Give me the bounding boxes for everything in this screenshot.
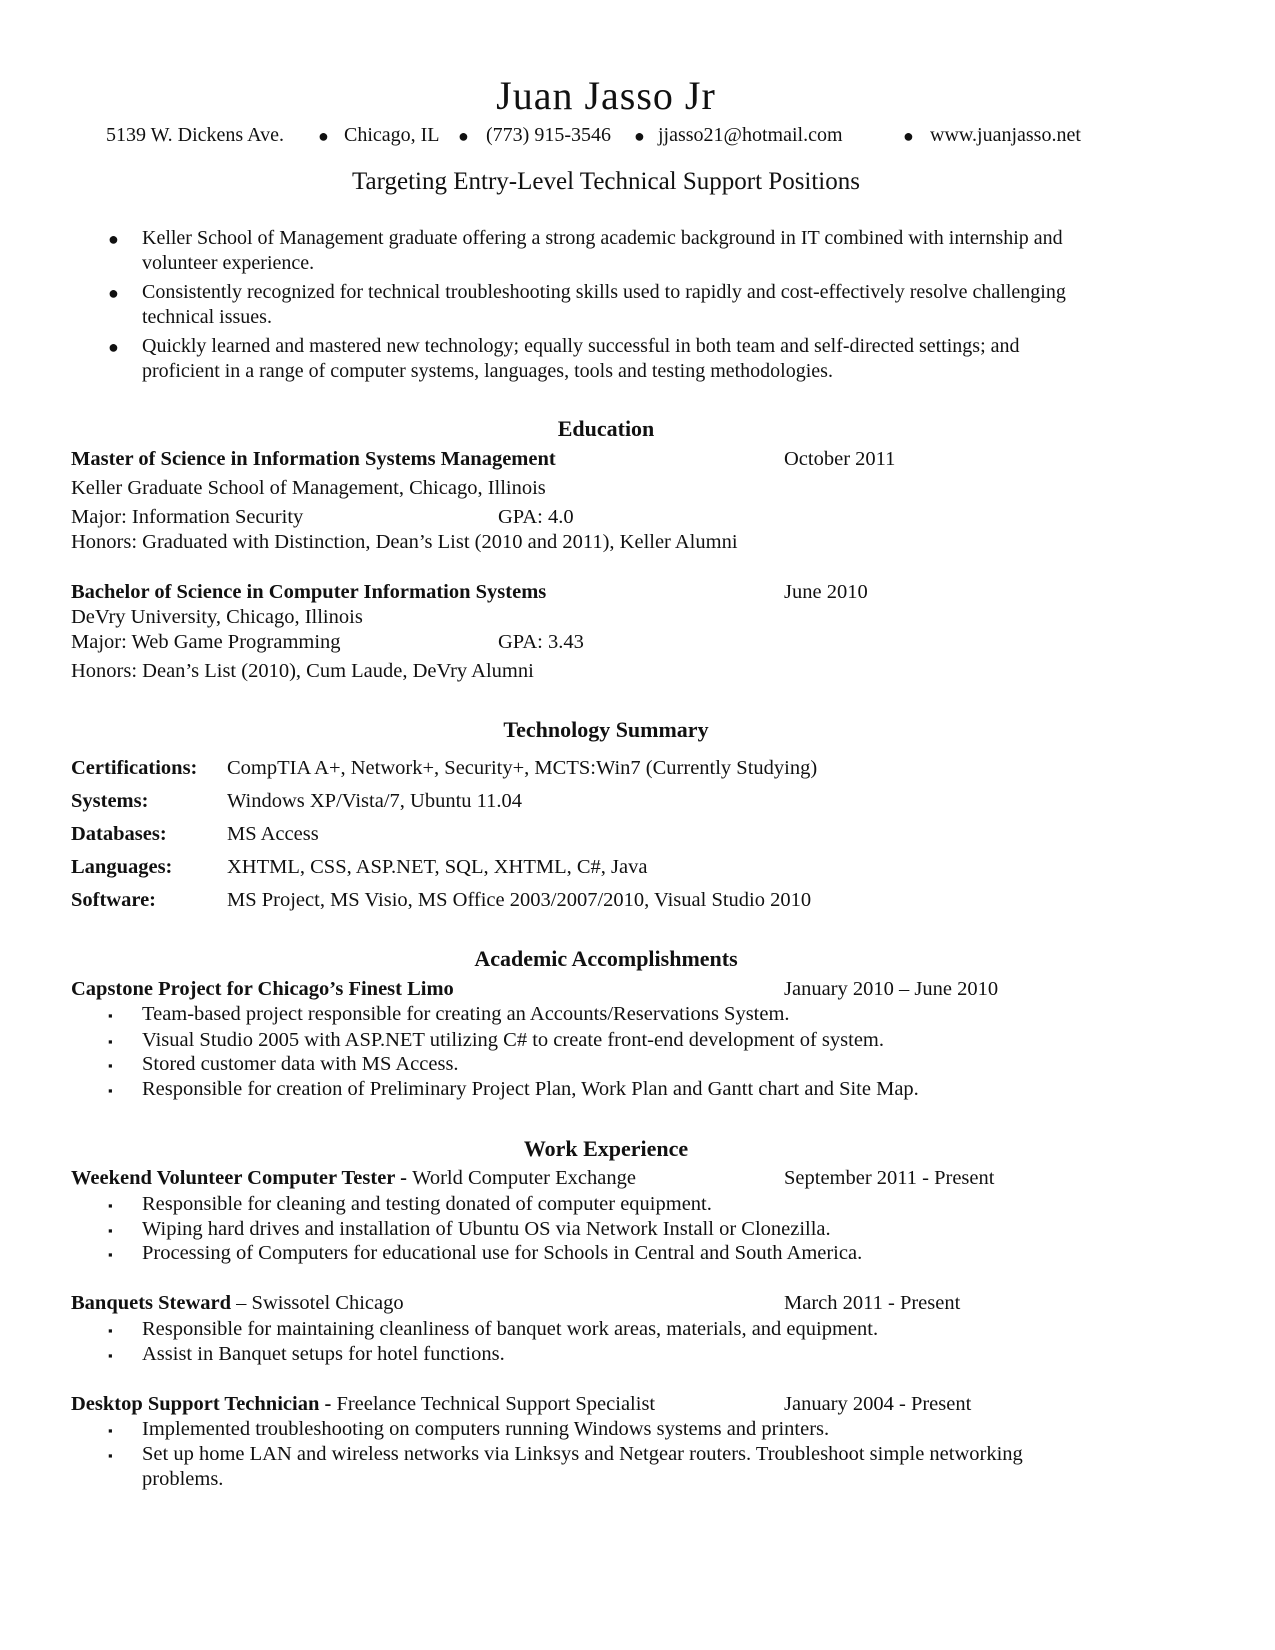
degree-honors: Honors: Dean’s List (2010), Cum Laude, DeVry Alumni [71, 660, 534, 682]
bullet-icon: ▪ [108, 1034, 113, 1049]
section-heading-academic: Academic Accomplishments [474, 946, 738, 971]
job-employer: Freelance Technical Support Specialist [336, 1393, 656, 1415]
degree-gpa: GPA: 3.43 [498, 631, 584, 653]
contact-email[interactable]: jjasso21@hotmail.com [658, 124, 843, 146]
summary-item-line: proficient in a range of computer systems, languages, tools and testing methodologies. [142, 360, 833, 382]
separator-dot: ● [318, 126, 329, 146]
job-date: September 2011 - Present [784, 1167, 995, 1189]
degree-major: Major: Information Security [71, 506, 304, 528]
degree-title: Bachelor of Science in Computer Information Systems [71, 581, 547, 603]
summary-item-line: technical issues. [142, 306, 272, 328]
job-separator: – [231, 1292, 252, 1314]
bullet-icon: ▪ [108, 1058, 113, 1073]
bullet-icon: ▪ [108, 1348, 113, 1363]
job-employer: World Computer Exchange [412, 1167, 636, 1189]
job-item: Responsible for cleaning and testing donated of computer equipment. [142, 1193, 712, 1215]
job-item: Wiping hard drives and installation of Ubuntu OS via Network Install or Clonezilla. [142, 1218, 831, 1240]
summary-item-line: Consistently recognized for technical troubleshooting skills used to rapidly and cost-effectively resolve challenging [142, 281, 1066, 303]
job-date: March 2011 - Present [784, 1292, 961, 1314]
bullet-icon: ▪ [108, 1198, 113, 1213]
candidate-name: Juan Jasso Jr [496, 73, 716, 118]
bullet-icon: ▪ [108, 1423, 113, 1438]
tech-label: Certifications: [71, 757, 198, 779]
contact-phone: (773) 915-3546 [486, 124, 611, 146]
bullet-icon: ▪ [108, 1247, 113, 1262]
job-item: Processing of Computers for educational use for Schools in Central and South America. [142, 1242, 863, 1264]
tech-value: XHTML, CSS, ASP.NET, SQL, XHTML, C#, Java [227, 856, 648, 878]
contact-address: 5139 W. Dickens Ave. [106, 124, 284, 146]
separator-dot: ● [634, 126, 645, 146]
bullet-icon: ● [108, 337, 119, 357]
job-item: Set up home LAN and wireless networks via Linksys and Netgear routers. Troubleshoot simple networking [142, 1443, 1023, 1465]
project-item: Visual Studio 2005 with ASP.NET utilizing C# to create front-end development of system. [142, 1029, 885, 1051]
job-item: Responsible for maintaining cleanliness of banquet work areas, materials, and equipment. [142, 1318, 879, 1340]
job-header [71, 1167, 636, 1190]
tech-label: Databases: [71, 823, 167, 845]
separator-dot: ● [458, 126, 469, 146]
tech-value: MS Access [227, 823, 319, 845]
job-header [71, 1393, 655, 1416]
job-item: Implemented troubleshooting on computers running Windows systems and printers. [142, 1418, 830, 1440]
degree-school: DeVry University, Chicago, Illinois [71, 606, 363, 628]
degree-date: June 2010 [784, 581, 868, 603]
tech-label: Systems: [71, 790, 149, 812]
summary-item-line: Keller School of Management graduate offering a strong academic background in IT combined with internship and [142, 227, 1063, 249]
tech-value: Windows XP/Vista/7, Ubuntu 11.04 [227, 790, 523, 812]
job-date: January 2004 - Present [784, 1393, 972, 1415]
tech-value: MS Project, MS Visio, MS Office 2003/2007/2010, Visual Studio 2010 [227, 889, 812, 911]
degree-gpa: GPA: 4.0 [498, 506, 574, 528]
summary-item-line: Quickly learned and mastered new technology; equally successful in both team and self-directed settings; and [142, 335, 1020, 357]
project-item: Team-based project responsible for creating an Accounts/Reservations System. [142, 1003, 790, 1025]
degree-date: October 2011 [784, 448, 896, 470]
job-separator: - [395, 1167, 413, 1189]
job-separator: - [319, 1393, 337, 1415]
tech-label: Software: [71, 889, 157, 911]
bullet-icon: ▪ [108, 1323, 113, 1338]
job-item-continuation: problems. [142, 1468, 224, 1490]
project-item: Stored customer data with MS Access. [142, 1053, 459, 1075]
objective-title: Targeting Entry-Level Technical Support Positions [352, 168, 860, 195]
job-item: Assist in Banquet setups for hotel functions. [142, 1343, 505, 1365]
section-heading-work: Work Experience [523, 1136, 689, 1161]
bullet-icon: ▪ [108, 1083, 113, 1098]
tech-value: CompTIA A+, Network+, Security+, MCTS:Win7 (Currently Studying) [227, 757, 818, 779]
bullet-icon: ▪ [108, 1448, 113, 1463]
section-heading-technology: Technology Summary [503, 717, 709, 742]
bullet-icon: ▪ [108, 1223, 113, 1238]
degree-school: Keller Graduate School of Management, Chicago, Illinois [71, 477, 546, 499]
bullet-icon: ▪ [108, 1008, 113, 1023]
contact-city: Chicago, IL [344, 124, 440, 146]
degree-major: Major: Web Game Programming [71, 631, 341, 653]
tech-label: Languages: [71, 856, 173, 878]
job-employer: Swissotel Chicago [251, 1292, 404, 1314]
job-header [71, 1292, 404, 1315]
job-title: Weekend Volunteer Computer Tester [71, 1167, 396, 1189]
contact-website[interactable]: www.juanjasso.net [930, 124, 1081, 146]
project-item: Responsible for creation of Preliminary Project Plan, Work Plan and Gantt chart and Site Map. [142, 1078, 919, 1100]
bullet-icon: ● [108, 283, 119, 303]
bullet-icon: ● [108, 229, 119, 249]
project-title: Capstone Project for Chicago’s Finest Limo [71, 978, 454, 1000]
project-date: January 2010 – June 2010 [784, 978, 999, 1000]
degree-honors: Honors: Graduated with Distinction, Dean’s List (2010 and 2011), Keller Alumni [71, 531, 738, 553]
degree-title: Master of Science in Information Systems Management [71, 448, 556, 470]
job-title: Banquets Steward [71, 1292, 232, 1314]
summary-item-line: volunteer experience. [142, 252, 315, 274]
separator-dot: ● [903, 126, 914, 146]
job-title: Desktop Support Technician [71, 1393, 320, 1415]
section-heading-education: Education [557, 416, 655, 441]
